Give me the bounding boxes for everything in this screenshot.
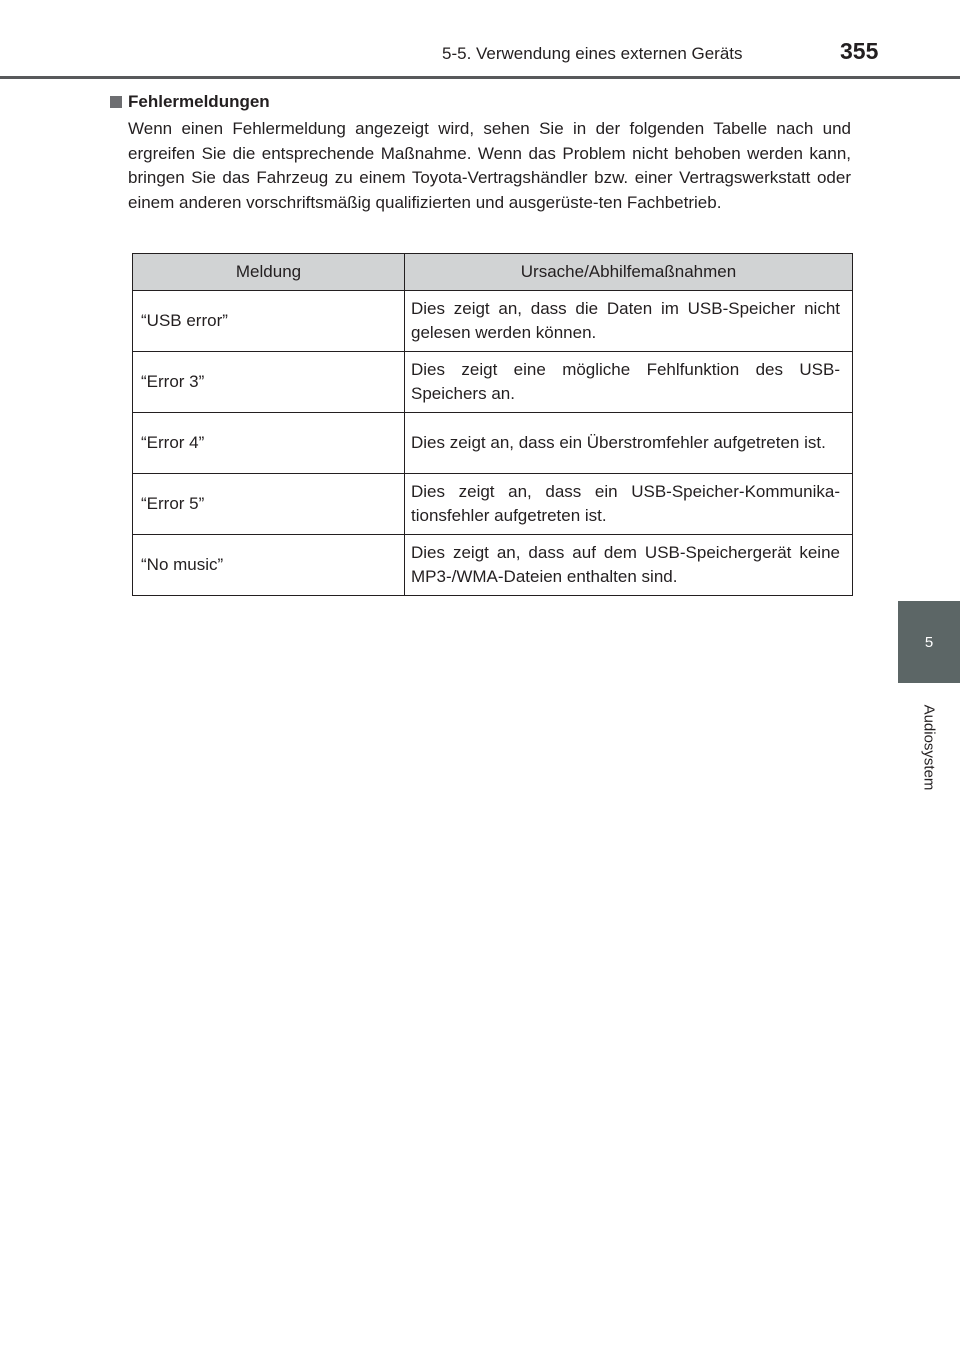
column-header-cause: Ursache/Abhilfemaßnahmen (405, 254, 853, 291)
table-row (133, 352, 853, 413)
table-header-row (133, 254, 853, 291)
table-row (133, 413, 853, 474)
message-cell: “Error 4” (133, 413, 405, 474)
chapter-label-container (897, 692, 960, 802)
cause-cell: Dies zeigt an, dass ein USB-Speicher-Kommunika-tionsfehler aufgetreten ist. (405, 474, 853, 535)
table-row (133, 535, 853, 596)
table-row (133, 291, 853, 352)
message-cell: “No music” (133, 535, 405, 596)
cause-cell: Dies zeigt an, dass ein Überstromfehler aufgetreten ist. (405, 413, 853, 474)
column-header-message: Meldung (133, 254, 405, 291)
chapter-number: 5 (924, 633, 934, 651)
page-number: 355 (840, 38, 879, 64)
square-bullet-icon (110, 96, 122, 108)
section-heading (110, 92, 270, 112)
header-divider (0, 76, 960, 79)
chapter-tab (898, 601, 960, 683)
cause-cell: Dies zeigt an, dass auf dem USB-Speichergerät keine MP3-/WMA-Dateien enthalten sind. (405, 535, 853, 596)
chapter-label: Audiosystem (920, 704, 938, 790)
message-cell: “USB error” (133, 291, 405, 352)
intro-paragraph: Wenn einen Fehlermeldung angezeigt wird, sehen Sie in der folgenden Tabelle nach und ergreifen Sie die entsprechende Maßnahme. Wenn das Problem nicht behoben werden kann, bringen Sie das Fahrzeug zu einem Toyota-Vertragshändler bzw. einer Vertragswerkstatt oder einem anderen vorschriftsmäßig qualifizierten und ausgerüste-ten Fachbetrieb. (128, 119, 851, 212)
section-heading-text: Fehlermeldungen (128, 92, 270, 111)
cause-cell: Dies zeigt an, dass die Daten im USB-Speicher nicht gelesen werden können. (405, 291, 853, 352)
table-row (133, 474, 853, 535)
cause-cell: Dies zeigt eine mögliche Fehlfunktion des USB-Speichers an. (405, 352, 853, 413)
error-messages-table (132, 253, 853, 596)
message-cell: “Error 5” (133, 474, 405, 535)
header-section-title: 5-5. Verwendung eines externen Geräts (442, 44, 743, 63)
message-cell: “Error 3” (133, 352, 405, 413)
